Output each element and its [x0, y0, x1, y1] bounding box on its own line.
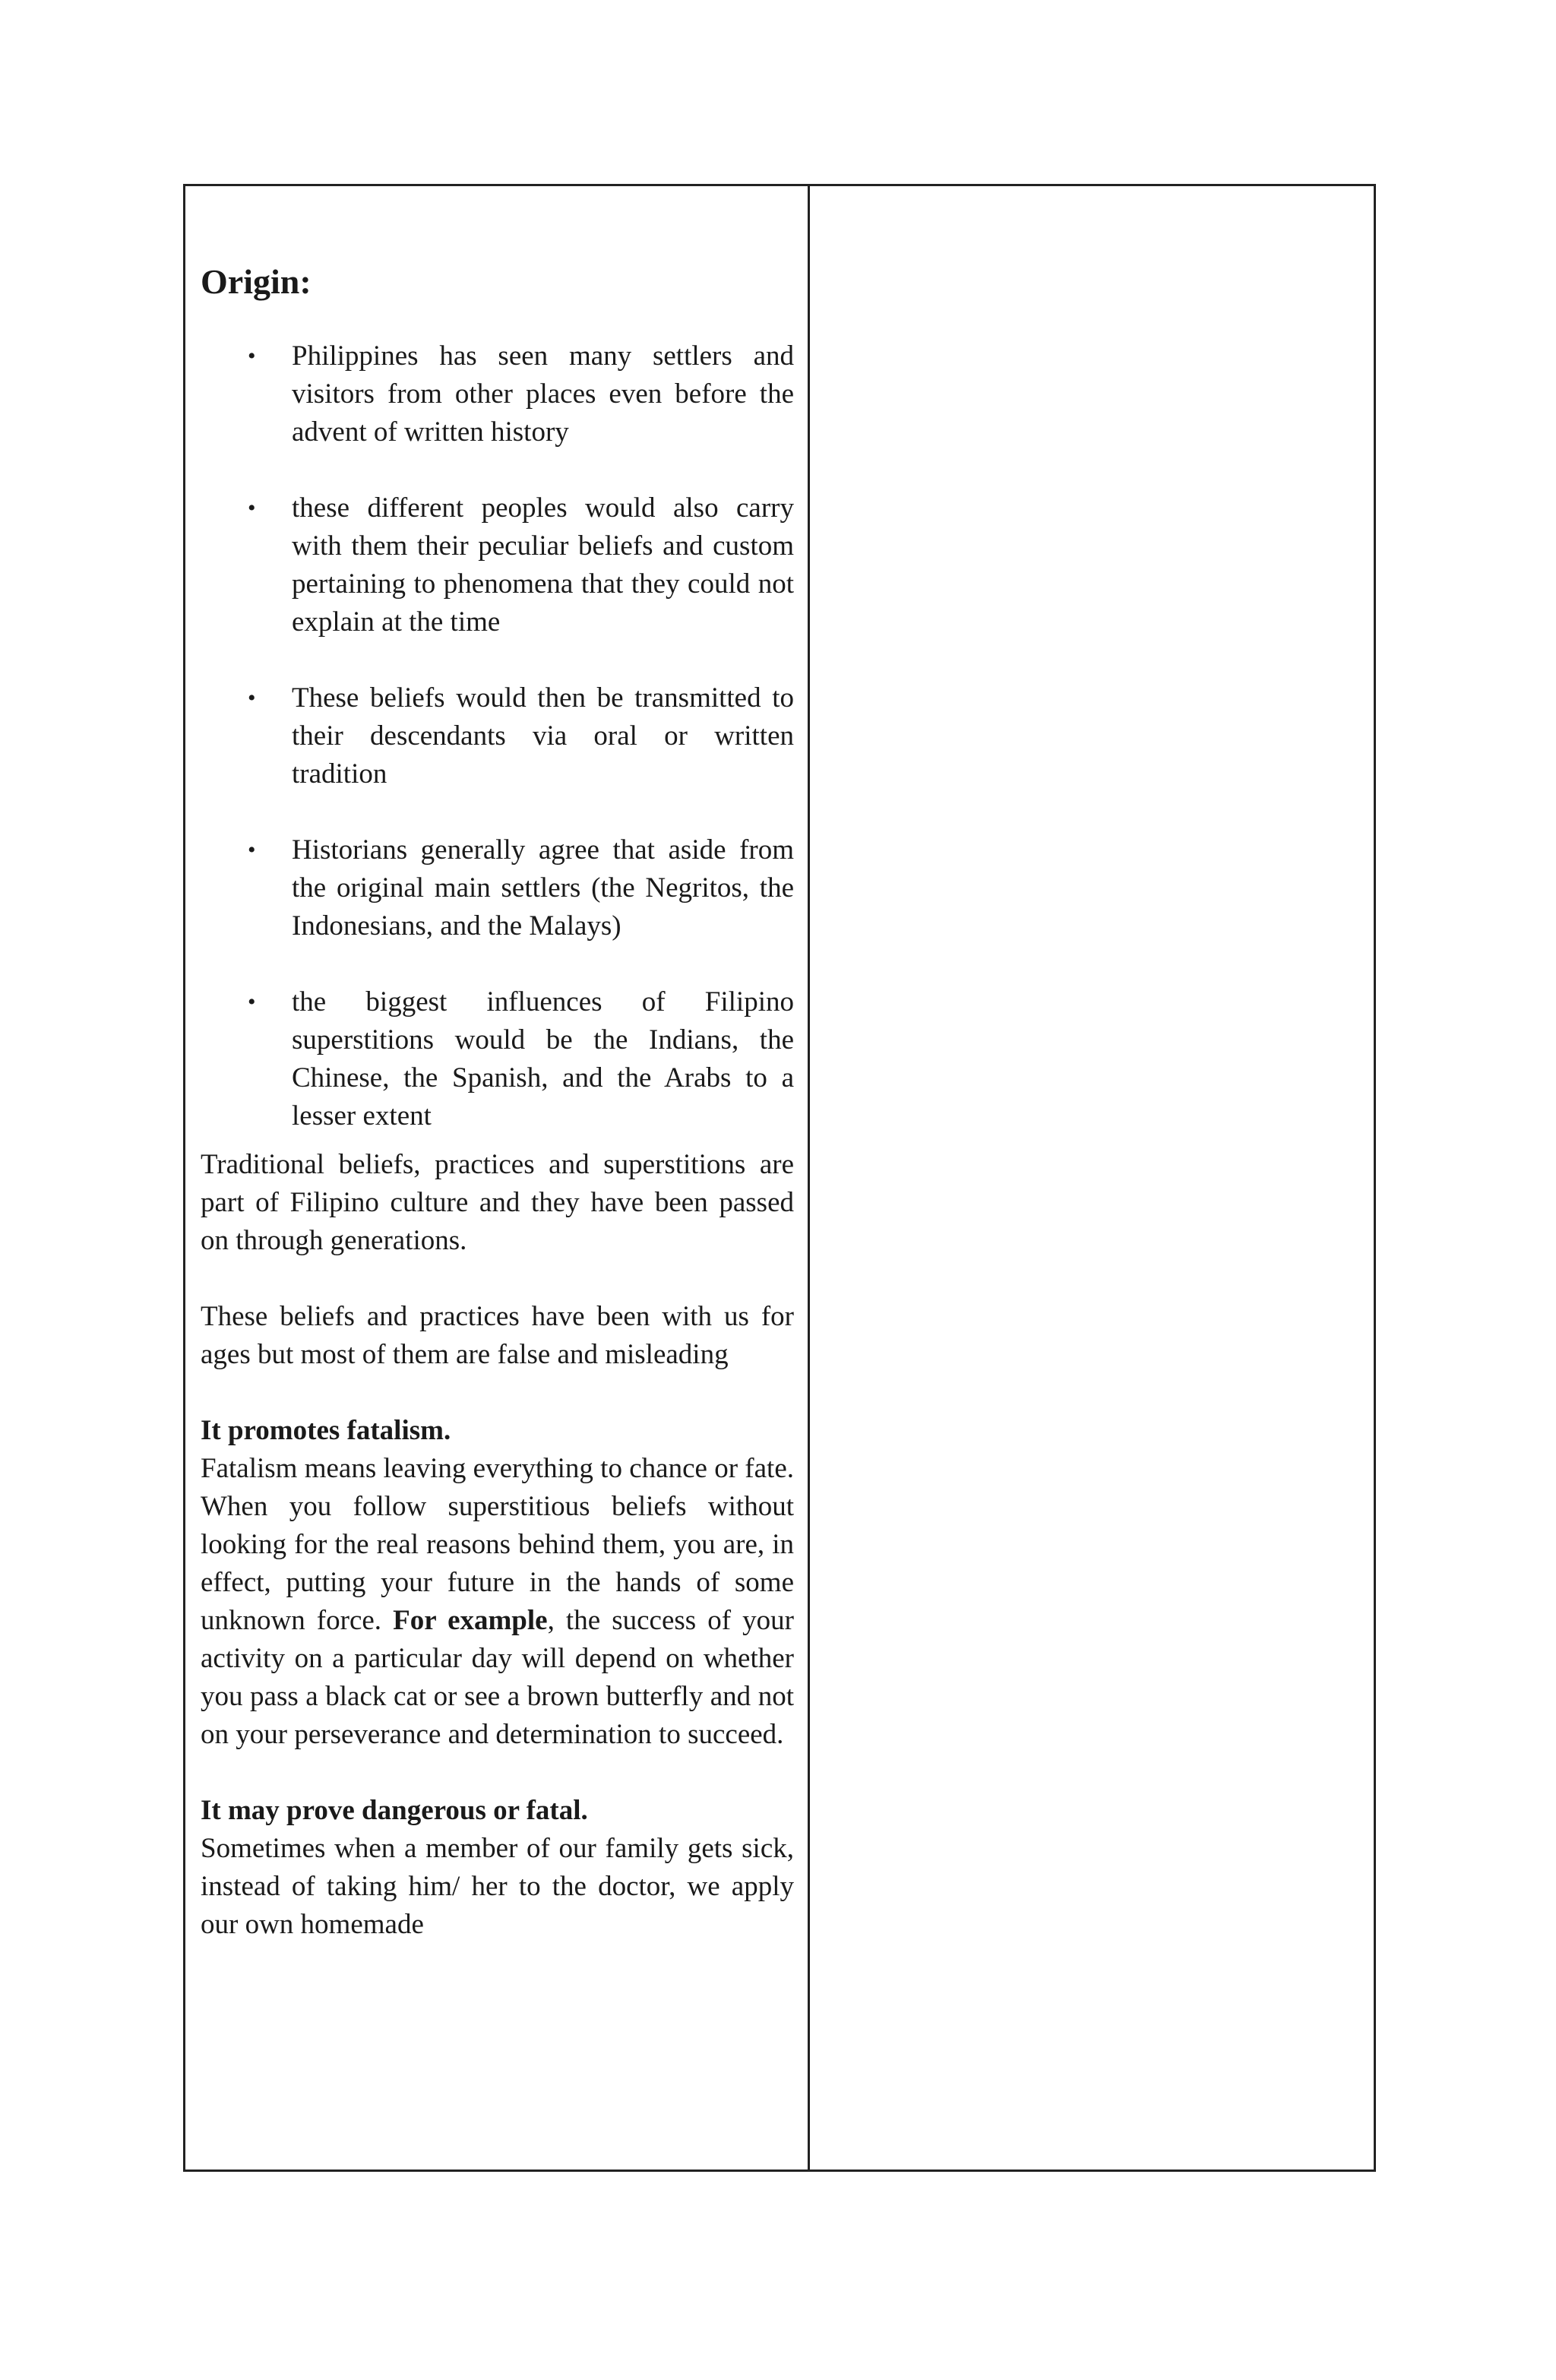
bullet-text: these different peoples would also carry with them their peculiar beliefs and custom pertaining to phenomena that they could not explain at the time	[292, 492, 794, 638]
content-table	[183, 184, 1376, 2172]
bullet-item	[201, 831, 794, 945]
fatalism-paragraph	[201, 1450, 794, 1754]
bullet-text: Historians generally agree that aside from the original main settlers (the Negritos, the Indonesians, and the Malays)	[292, 834, 794, 942]
bullet-item	[201, 337, 794, 451]
bullet-icon: •	[248, 989, 256, 1015]
bullet-icon: •	[248, 495, 256, 521]
dangerous-paragraph: Sometimes when a member of our family gets sick, instead of taking him/ her to the doctor, we apply our own homemade	[201, 1833, 794, 1941]
bullet-text: These beliefs would then be transmitted to their descendants via oral or written tradition	[292, 682, 794, 790]
origin-bullet-list	[201, 337, 794, 1135]
for-example-phrase: For example	[393, 1605, 548, 1637]
origin-heading: Origin:	[201, 262, 312, 301]
bullet-item	[201, 983, 794, 1135]
bullet-item	[201, 679, 794, 793]
bullet-item	[201, 489, 794, 641]
fatalism-heading: It promotes fatalism.	[201, 1415, 451, 1447]
bullet-text: Philippines has seen many settlers and visitors from other places even before the advent of written history	[292, 340, 794, 448]
left-column	[185, 186, 810, 2170]
fatalism-text-start: Fatalism means leaving everything to chance or fate. When you follow superstitious beliefs without looking for the real reasons behind them, you are, in effect, putting your future in the hands of some unknown force.	[201, 1453, 794, 1637]
bullet-text: the biggest influences of Filipino superstitions would be the Indians, the Chinese, the Spanish, and the Arabs to a lesser extent	[292, 986, 794, 1132]
bullet-icon: •	[248, 343, 256, 369]
bullet-icon: •	[248, 837, 256, 863]
beliefs-misleading-paragraph: These beliefs and practices have been with us for ages but most of them are false and misleading	[201, 1301, 794, 1371]
right-column	[810, 186, 1374, 2170]
dangerous-heading: It may prove dangerous or fatal.	[201, 1795, 588, 1827]
fatalism-text-end: , the success of your activity on a particular day will depend on whether you pass a black cat or see a brown butterfly and not on your perseverance and determination to succeed.	[201, 1605, 794, 1751]
traditional-beliefs-paragraph: Traditional beliefs, practices and superstitions are part of Filipino culture and they have been passed on through generations.	[201, 1149, 794, 1257]
bullet-icon: •	[248, 685, 256, 711]
